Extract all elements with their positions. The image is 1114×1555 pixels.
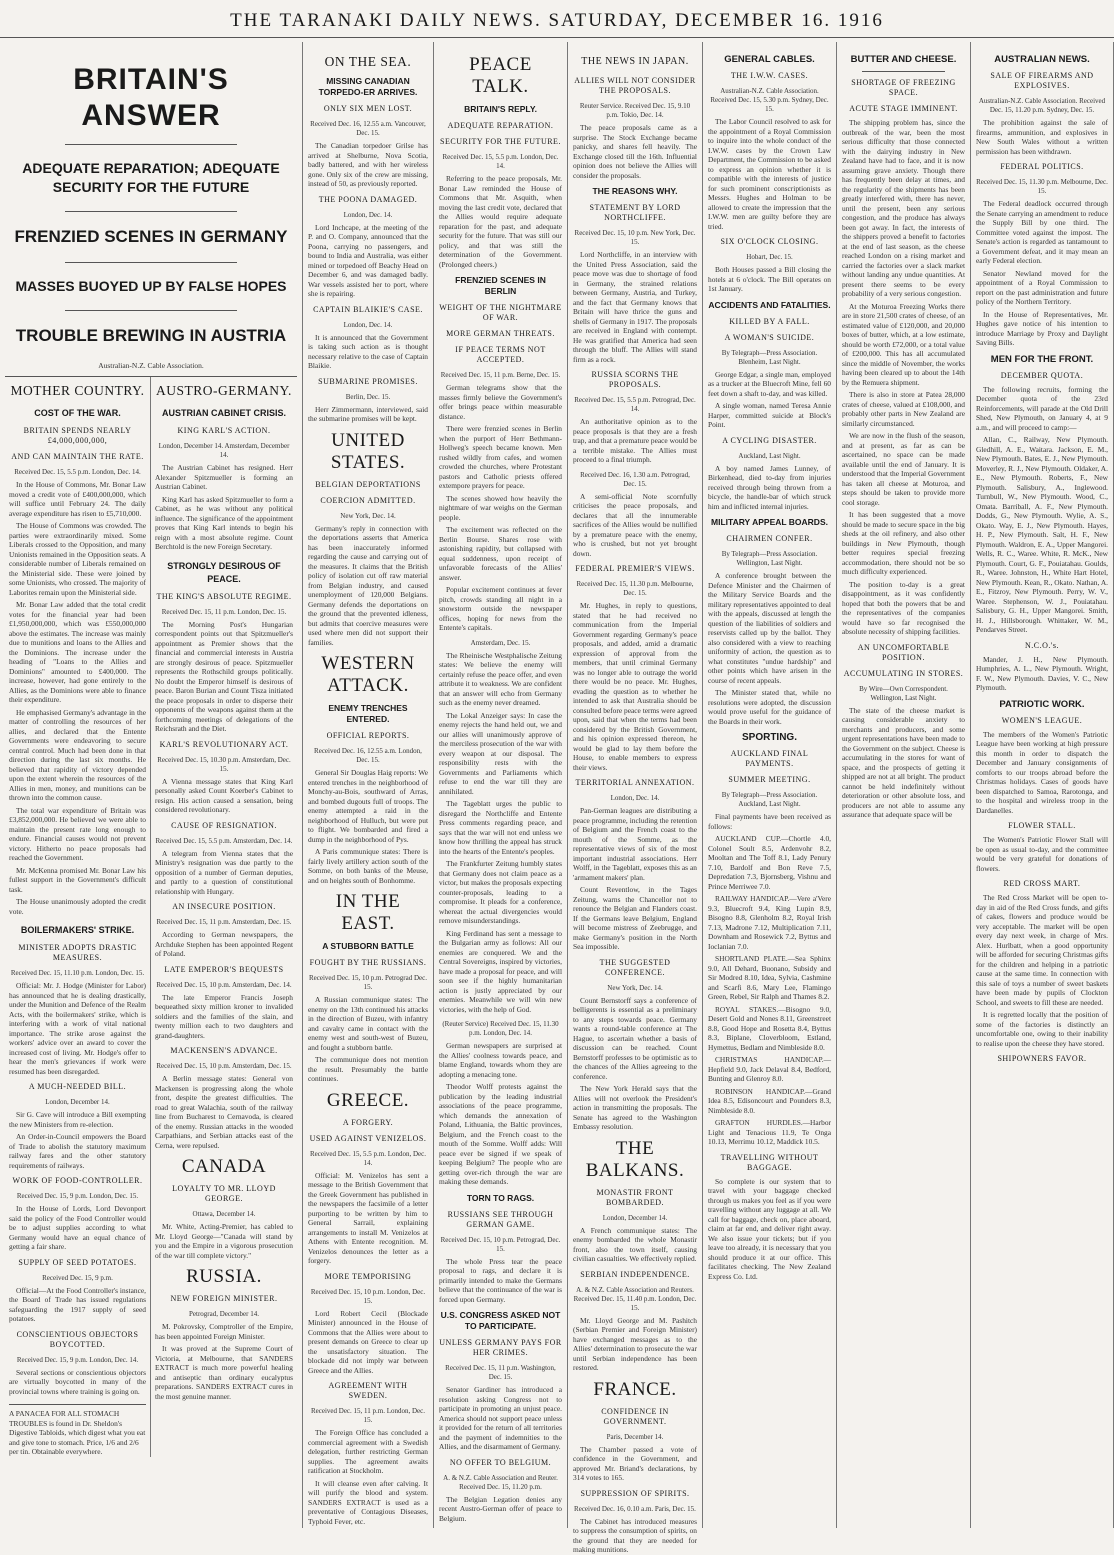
- lead-credit: Australian-N.Z. Cable Association.: [98, 361, 204, 370]
- article-subheading: N.C.O.'s.: [1025, 640, 1059, 650]
- recruit-list: Allan, C., Railway, New Plymouth. Gledhill, A. E., Waitara. Jackson, E. M., New Plymouth. Bates, E. J., New Plymouth. Moverley, R. J., New Plymouth. Oldaker, A. E., New Plymouth. Roberts, F., New Plymouth. Salisbury, A., Inglewood. Turnbull, W., New Plymouth. Wood, C., Omata. Barriball, A. F., New Plymouth. Dodds, G., New Plymouth. Wylie, A. S., Okato. Way, E. J., New Plymouth. Hayes, H. P., New Plymouth. Salt, H. F., New Plymouth. Waldron, E. A., Upper Mangorei. Wells, R. C., Waree. White, R. McK., New Plymouth. Court, G. F., Pouiatahau. Goulds, R., Waree. Johnston, H., White Hart Hotel, New Plymouth. Kean, R., Okato. Nathan, A. E., Fitzroy, New Plymouth. Perry, W. V., Waree. Stephenson, W. J., Pouiatahau. Salisbury, G. H., Upper Mangorei. Smith, H. J., Hillsborough. Whittaker, W. M., Pendarves Street.: [976, 435, 1108, 634]
- dateline: Received Dec. 15, 11 p.m. London, Dec. 15.: [161, 607, 287, 616]
- article-heading: ACCIDENTS AND FATALITIES.: [708, 299, 831, 310]
- article-subheading: CHAIRMEN CONFER.: [726, 534, 813, 543]
- article-paragraph: Count Bernstorff says a conference of belligerents is essential as a preliminary to any steps towards peace. Germany wants a round-table conference at The Hague, to ascertain whether a basis of discussion can be reached. Count Bernstorff professes to be optimistic as to the chances of the Allies agreeing to the conference.: [573, 995, 697, 1081]
- article-subheading: IF PEACE TERMS NOT ACCEPTED.: [455, 345, 546, 364]
- dateline: London, Dec. 14.: [343, 320, 393, 329]
- article-paragraph: GRAFTON HURDLES.—Harbor Light and Tenacious 11.9, Te Onga 10.13, Merrimu 10.12, Maddick 10.5.: [708, 1118, 831, 1146]
- article-subheading: WEIGHT OF THE NIGHTMARE OF WAR.: [439, 303, 562, 322]
- article-paragraph: Herr Zimmermann, interviewed, said the submarine promises will be kept.: [308, 404, 428, 423]
- column-on-the-sea: [303, 42, 434, 1528]
- article-heading: FRENZIED SCENES IN BERLIN: [455, 275, 546, 296]
- article-subheading: A CYCLING DISASTER.: [722, 435, 817, 445]
- dateline: Received Dec. 15, 11 p.m. Berne, Dec. 15.: [440, 371, 561, 379]
- divider: [65, 211, 237, 212]
- section-heading: THE NEWS IN JAPAN.: [581, 56, 689, 67]
- article-paragraph: In the House of Commons, Mr. Bonar Law moved a credit vote of £400,000,000, which will suffice until February 24. The daily average expenditure has risen to £5,710,000.: [9, 480, 146, 518]
- article-subheading: ACCUMULATING IN STORES.: [843, 668, 964, 678]
- dateline: By Telegraph—Press Association. Wellington, Last Night.: [721, 550, 818, 567]
- article-subheading: A FORGERY.: [342, 1117, 394, 1127]
- dateline: Received Dec. 15, 10.30 p.m. Amsterdam, Dec. 15.: [157, 755, 291, 773]
- article-paragraph: Mr. Hughes, in reply to questions, stated that he had received no communication from the Imperial Government regarding Germany's peace proposals, and added, amid a dramatic expression of approval from the members, that until criminal Germany was no longer able to outrage the world there would be no peace. Mr. Hughes, evading the question as to whether he intended to ask that Australia should be consulted before peace terms were agreed upon, said that when the terms had been considered by the British Government, and his opinion expressed thereon, he would be glad to lay them before the House, to enable members to express their views.: [573, 601, 697, 772]
- article-paragraph: Theodor Wolff protests against the publication by the leading industrial associations of the peace programme, which demands the annexation of Poland, Lithuania, the Baltic provinces, Belgium, and the French coast to the mouth of the Somme. Wolff adds: Will peace ever be signed if we speak of keeping Belgium? The people who are getting over-rich through the war are making these demands.: [439, 1082, 562, 1186]
- article-paragraph: Senator Newland moved for the appointment of a Royal Commission to report on the past administration and future policy of the Northern Territory.: [976, 268, 1108, 306]
- article-subheading: MONASTIR FRONT BOMBARDED.: [596, 1187, 674, 1207]
- article-paragraph: The Minister stated that, while no resolutions were adopted, the discussion would prove useful for the guidance of the Boards in their work.: [708, 688, 831, 726]
- dateline: Received Dec. 15, 10 p.m. London, Dec. 15.: [310, 1287, 426, 1305]
- article-subheading: CONSCIENTIOUS OBJECTORS BOYCOTTED.: [16, 1329, 139, 1349]
- article-paragraph: The Lokal Anzeiger says: In case the enemy rejects the hand held out, we and our allies will unanimously approve of the merciless prosecution of the war with every weapon at our disposal. The responsibility rests with the Governments and Parliaments which refuse to end the war till they are annihilated.: [439, 710, 562, 796]
- section-heading: AUSTRALIAN NEWS.: [994, 54, 1090, 65]
- article-paragraph: It has been suggested that a move should be made to secure space in the big sheds at the oil refinery, and also other buildings in New Plymouth, though better requires special freezing accommodation, there should not be so much difficulty experienced.: [842, 510, 965, 576]
- column-general-cables: [703, 42, 837, 1528]
- article-subheading: LOYALTY TO MR. LLOYD GEORGE.: [172, 1184, 276, 1203]
- dateline: Received Dec. 15, 11 p.m. Amsterdam, Dec. 15.: [156, 918, 292, 926]
- article-subheading: NO OFFER TO BELGIUM.: [449, 1457, 552, 1467]
- article-subheading: USED AGAINST VENIZELOS.: [309, 1133, 427, 1143]
- subcolumn-austro-germany: [151, 377, 297, 1457]
- article-heading: U.S. CONGRESS ASKED NOT TO PARTICIPATE.: [440, 1310, 561, 1331]
- article-subheading: FEDERAL PREMIER'S VIEWS.: [575, 564, 695, 573]
- article-subheading: SECURITY FOR THE FUTURE.: [440, 137, 561, 146]
- article-subheading: AUCKLAND FINAL PAYMENTS.: [730, 749, 809, 768]
- article-paragraph: AUCKLAND CUP.—Chortle 4.0, Colonel Soult 8.5, Ardenvohr 8.2, Mooltan and The Toff 8.1, Lady Penury 7.10, Bardolf and Bon Reve 7.5, Depredation 7.3, Bjornsberg, Vishnu and Prince Merriwee 7.0.: [708, 834, 831, 891]
- article-heading: ENEMY TRENCHES ENTERED.: [328, 703, 408, 724]
- article-paragraph: The Austrian Cabinet has resigned. Herr Alexander Spitzmueller is forming an Austrian Cabinet.: [155, 463, 293, 491]
- article-paragraph: The peace proposals came as a surprise. The Stock Exchange became panicky, and shares fell heavily. The Exchange closed till the 16th. Influential opinion does not believe the Allies will consider the proposals.: [573, 123, 697, 180]
- lead-deck-4: TROUBLE BREWING IN AUSTRIA: [15, 326, 287, 345]
- article-subheading: MORE TEMPORISING: [324, 1271, 412, 1281]
- article-subheading: WOMEN'S LEAGUE.: [1001, 715, 1083, 725]
- article-subheading: OFFICIAL REPORTS.: [326, 731, 410, 740]
- article-paragraph: Mr. White, Acting-Premier, has cabled to Mr. Lloyd George—"Canada will stand by you and the Empire in a vigorous prosecution of the war till complete victory.": [155, 1222, 293, 1260]
- article-paragraph: Count Reventlow, in the Tages Zeitung, warns the Chancellor not to renounce the Belgian and Flanders coast. If the Germans leave Belgium, England will become mistress of Zeebrugge, and make Germany's position in the North Sea impossible.: [573, 885, 697, 951]
- article-subheading: KARL'S REVOLUTIONARY ACT.: [159, 739, 289, 749]
- article-paragraph: Lord Inchcape, at the meeting of the P. and O. Company, announced that the Poona, carrying no passengers, and bound to India and Australia, was either mined or torpedoed off Beachy Head on December 6, and was damaged badly. War vessels assisted her to port, where she is repairing.: [308, 222, 428, 298]
- article-paragraph: A Vienna message states that King Karl personally asked Count Koerber's Cabinet to resign. His action caused a sensation, being considered revolutionary.: [155, 776, 293, 814]
- article-paragraph: A semi-official Note scornfully criticises the peace proposals, and declares that all the innumerable sacrifices of the Allies would be nullified by a premature peace with the enemy, who is crushed, but not yet brought down.: [573, 491, 697, 558]
- article-subheading: FOUGHT BY THE RUSSIANS.: [309, 958, 427, 967]
- article-subheading: SUPPRESSION OF SPIRITS.: [580, 1488, 690, 1498]
- article-paragraph: In the House of Lords, Lord Devonport said the policy of the Food Controller would be to adjust supplies according to what Germany would have an equal chance of getting a fair share.: [9, 1204, 146, 1251]
- dateline: Received Dec. 16, 0.10 a.m. Paris, Dec. 15.: [574, 1504, 696, 1513]
- article-paragraph: An Order-in-Council empowers the Board of Trade to abolish the statutory maximum railway fares and the other statutory requirements of railways.: [9, 1132, 146, 1170]
- article-paragraph: RAILWAY HANDICAP.—Vere a'Vere 9.3, Bluecroft 9.4, King Lupin 8.9, Bisogno 8.8, Glenholm 8.2, Royal Irish 7.13, Madrone 7.12, Multiplication 7.11, Downham and Rosewick 7.2, Byttus and Ioclanian 7.0.: [708, 894, 831, 951]
- section-heading: AUSTRO-GERMANY.: [156, 383, 292, 398]
- article-heading: TORN TO RAGS.: [466, 1192, 535, 1203]
- article-subheading: A WOMAN'S SUICIDE.: [724, 332, 815, 342]
- article-paragraph: A Paris communique states: There is fairly lively artillery action south of the Somme, on both banks of the Meuse, and on heights south of Bonhomme.: [308, 847, 428, 885]
- article-subheading: RUSSIA SCORNS THE PROPOSALS.: [591, 370, 679, 389]
- article-paragraph: The state of the cheese market is causing considerable anxiety to merchants and producers, and some urgent representations have been made to the Government on the subject. Cheese is accumulating in the stores for want of space, and the prospects of getting it shipped are not at all bright. The product cannot be held indefinitely without deterioration or other absolute loss, and producers are not able to assume any assurance that adequate space will be: [842, 705, 965, 819]
- article-paragraph: Official: M. Venizelos has sent a message to the British Government that the Greek Government has published in the newspapers the facsimile of a letter purporting to be written by him to General Sarrail, explaining arrangements to install M. Venizelos at Athens with Entente recognition. M. Venizelos denounces the letter as a forgery.: [308, 1170, 428, 1265]
- dateline: By Telegraph—Press Association. Blenheim, Last Night.: [721, 348, 818, 366]
- article-paragraph: Pan-German leagues are distributing a peace programme, including the retention of Belgium and the French coast to the mouth of the Somme, as the representative views of six of the most important industrial associations. Herr Wolff, in the Tageblatt, exposes this as an 'armament makers' plan.: [573, 806, 697, 882]
- dateline: By Telegraph—Press Association. Auckland, Last Night.: [721, 791, 818, 808]
- article-subheading: CONFIDENCE IN GOVERNMENT.: [601, 1406, 669, 1426]
- dateline: Received Dec. 15, 9 p.m.: [42, 1273, 113, 1282]
- dateline: Petrograd, December 14.: [189, 1310, 259, 1318]
- dateline: Received Dec. 15, 11.30 p.m. Melbourne, Dec. 15.: [576, 580, 694, 597]
- article-subheading: CAUSE OF RESIGNATION.: [171, 820, 277, 830]
- article-subheading: FEDERAL POLITICS.: [1000, 162, 1084, 171]
- section-heading: CANADA: [181, 1156, 267, 1177]
- article-paragraph: It will cleanse even after calving. It will purify the blood and system. SANDERS EXTRACT is used as a preventative of Contagious Diseases, Typhoid Fever, etc.: [308, 1478, 428, 1526]
- article-paragraph: The scenes showed how heavily the nightmare of war weighs on the German people.: [439, 493, 562, 522]
- article-paragraph: Mr. Lloyd George and M. Pashitch (Serbian Premier and Foreign Minister) have exchanged messages as to the Allies' determination to prosecute the war until Serbian independence has been restored.: [573, 1315, 697, 1372]
- article-heading: SPORTING.: [741, 732, 797, 743]
- dateline: New York, Dec. 14.: [340, 511, 396, 520]
- column-news-in-japan: [568, 42, 703, 1554]
- article-paragraph: A telegram from Vienna states that the Ministry's resignation was due partly to the opposition of a number of German deputies, and partly to a question of constitutional relationship with Hungary.: [155, 848, 293, 896]
- article-paragraph: Popular excitement continues at fever pitch, crowds standing all night in a snowstorm outside the newspaper offices, hoping for news from the Entente's capitals.: [439, 585, 562, 632]
- article-paragraph: In the House of Representatives, Mr. Hughes gave notice of his intention to introduce Marriage by Proxy and Daylight Saving Bills.: [976, 309, 1108, 347]
- article-paragraph: The New York Herald says that the Allies will not overlook the President's action in transmitting the proposals. The Senate has agreed to the Washington Embassy resolution.: [573, 1084, 697, 1131]
- dateline: Received Dec. 15, 10 p.m. Amsterdam, Dec. 14.: [156, 980, 292, 989]
- section-heading: RUSSIA.: [186, 1266, 262, 1287]
- article-subheading: FLOWER STALL.: [1008, 821, 1076, 830]
- dateline: London, Dec. 14.: [343, 210, 393, 219]
- article-subheading: UNLESS GERMANY PAYS FOR HER CRIMES.: [439, 1338, 562, 1357]
- article-subheading: KILLED BY A FALL.: [729, 316, 810, 326]
- article-paragraph: Official—At the Food Controller's instance, the Board of Trade has issued regulations safeguarding the 1917 supply of seed potatoes.: [9, 1285, 146, 1323]
- article-subheading: DECEMBER QUOTA.: [1000, 370, 1084, 380]
- article-paragraph: Lord Robert Cecil (Blockade Minister) announced in the House of Commons that the Allies were about to present demands on Greece to clear up the unsatisfactory situation. The blockade did not imply war between Greece and the Allies.: [308, 1308, 428, 1375]
- dateline: Berlin, Dec. 15.: [345, 392, 391, 401]
- article-paragraph: George Edgar, a single man, employed as a trucker at the Bluecroft Mine, fell 60 feet down a shaft to-day, and was killed.: [708, 369, 831, 398]
- section-heading: MOTHER COUNTRY.: [10, 383, 145, 398]
- article-paragraph: The whole Press tear the peace proposal to rags, and declare it is primarily intended to make the Germans believe that the continuance of the war is forced upon Germany.: [439, 1256, 562, 1304]
- article-paragraph: The excitement was reflected on the Berlin Bourse. Shares rose with astonishing rapidity, but collapsed with equal suddenness, upon receipt of unfavorable forecasts of the Allies' answer.: [439, 525, 562, 582]
- article-subheading: THE POONA DAMAGED.: [318, 194, 418, 204]
- article-paragraph: The communique does not mention the result. Presumably the battle continues.: [308, 1055, 428, 1083]
- dateline: Received Dec. 15, 10 p.m. Petrograd, Dec. 15.: [440, 1235, 561, 1253]
- article-paragraph: General Sir Douglas Haig reports: We entered trenches in the neighborhood of Monchy-au-Bois, southward of Arras, and bombed dugouts full of troops. The enemy attempted a raid in the neighborhood of Hulluch, but were put to flight. We bombarded and fired a dump in the neighborhood of Pys.: [308, 768, 428, 844]
- article-paragraph: At the Moturoa Freezing Works there are in store 21,500 crates of cheese, of an estimated value of £120,000, and 20,000 boxes of butter, which, at a low estimate, should be worth £72,000, or a total value of £200,000. This has all accumulated since the middle of November, the works having been cleared up to about the 14th by the Remuera shipment.: [842, 301, 965, 387]
- article-paragraph: It is announced that the Government is taking such action as is thought necessary relative to the case of Captain Blaikie.: [308, 332, 428, 370]
- article-paragraph: CHRISTMAS HANDICAP.—Hepfield 9.0, Jack Delaval 8.4, Bedford, Bunting and Glenroy 8.0.: [708, 1055, 831, 1083]
- article-paragraph: It was proved at the Supreme Court of Victoria, at Melbourne, that SANDERS EXTRACT is much more powerful healing and antiseptic than ordinary eucalyptus preparations. SANDERS EXTRACT cures in the most genuine manner.: [155, 1344, 293, 1401]
- article-paragraph: The Foreign Office has concluded a commercial agreement with a Swedish delegation, further restricting German supplies. The agreement awaits ratification at Stockholm.: [308, 1428, 428, 1475]
- lead-headline: BRITAIN'S ANSWER: [73, 63, 229, 132]
- lead-subcolumns: [5, 376, 297, 1457]
- article-subheading: STATEMENT BY LORD NORTHCLIFFE.: [589, 203, 681, 222]
- article-paragraph: The Cabinet has introduced measures to suppress the consumption of spirits, on the ground that they are needed for making munitions.: [573, 1516, 697, 1554]
- article-heading: STRONGLY DESIROUS OF PEACE.: [167, 560, 281, 584]
- dateline: Australian-N.Z. Cable Association. Received Dec. 15, 5.30 p.m. Sydney, Dec. 15.: [710, 87, 829, 113]
- article-paragraph: So complete is our system that to travel with your baggage checked through us makes you feel as if you were travelling without any luggage at all. We call for baggage, check on, place aboard, claim at far end, and deliver right away. We also issue your tickets; but if you leave too already, it is necessary that you should produce it at our office. This facilitates checking. The New Zealand Express Co. Ltd.: [708, 1176, 831, 1281]
- dateline: Received Dec. 15, 5.5 p.m. London, Dec. 14.: [309, 1149, 427, 1167]
- article-subheading: THE SUGGESTED CONFERENCE.: [599, 957, 671, 977]
- dateline: Received Dec. 15, 5.5 p.m. London, Dec. 14.: [442, 153, 559, 170]
- article-subheading: MINISTER ADOPTS DRASTIC MEASURES.: [18, 943, 137, 962]
- lead-deck-1: ADEQUATE REPARATION; ADEQUATE SECURITY FOR THE FUTURE: [22, 160, 280, 195]
- section-heading: PEACE TALK.: [469, 54, 532, 97]
- section-heading: UNITED STATES.: [330, 429, 406, 473]
- article-paragraph: The Federal deadlock occurred through the Senate carrying an amendment to reduce the Supply Bill by one third. The Committee voted against the impost. The Senate's action is regarded as tantamount to a Government defeat, and it may mean an early Federal election.: [976, 199, 1108, 265]
- article-subheading: THE KING'S ABSOLUTE REGIME.: [156, 591, 292, 601]
- article-paragraph: SHORTLAND PLATE.—Sea Sphinx 9.0, All Dehard, Buonano, Subsidy and Sir Modred 8.10, Idea, Sylvia, Cashmine and Scarfi 8.6, Mary Lee, Flamingo Green, Rebel, Sir Ralph and Thames 8.2.: [708, 954, 831, 1001]
- article-paragraph: It is regretted locally that the position of some of the factories is distinctly an uncomfortable one, owing to their inability to realise upon the cheese they have stored.: [976, 1010, 1108, 1048]
- article-heading: AUSTRIAN CABINET CRISIS.: [161, 408, 286, 418]
- article-subheading: AGREEMENT WITH SWEDEN.: [328, 1381, 408, 1400]
- article-paragraph: A French communique states: The enemy bombarded the whole Monastir front, also the town itself, causing civilian casualties. We effectively replied.: [573, 1225, 697, 1263]
- article-paragraph: Official: Mr. J. Hodge (Minister for Labor) has announced that he is dealing drastically, under the Munition and Defence of the Realm Acts, with the boilermakers' strike, which is interfering with a work of vital national importance. The strike arose against the workers' advice over an award to cover the increased cost of living. Mr. Hodge's offer to hear the men's grievances if work were resumed has been disregarded.: [9, 981, 146, 1076]
- article-paragraph: The Labor Council resolved to ask for the appointment of a Royal Commission to inquire into the whole conduct of the I.W.W. cases by the Crown Law Department, the Commission to be asked to express an opinion whether it is compatible with the interests of justice for such prominent conscriptionists as Messrs. Hughes and Holman to be allowed to create the impression that the I.W.W. men are guilty before they are tried.: [708, 117, 831, 231]
- dateline: Received Dec. 16, 1.30 a.m. Petrograd, Dec. 15.: [580, 470, 690, 488]
- article-paragraph: Mr. Bonar Law added that the total credit votes for the financial year had been £1,950,000,000, which was £550,000,000 above the estimates. The increase was mainly due to munitions and loans to the Allies and the Dominions. The increase under the heading of "Loans to the Allies and Dominions" amounted to £400,000. The increase, however, had gone entirely to the Allies, as the Dominions were able to finance their expenditure.: [9, 600, 146, 704]
- article-paragraph: The Frankfurter Zeitung humbly states that Germany does not claim peace as a victor, but makes the proposals expecting counter-proposals, leading to a compromise. It pleads for a conference, whereat the actual divergencies would remove misunderstandings.: [439, 859, 562, 925]
- dateline: Received Dec. 15, 11 p.m. Washington, Dec. 15.: [445, 1364, 556, 1381]
- dateline: Hobart, Dec. 15.: [746, 253, 793, 261]
- divider: [862, 71, 945, 72]
- dateline: Received Dec. 15, 11 p.m. London, Dec. 15.: [310, 1407, 426, 1424]
- article-paragraph: We are now in the flush of the season, and at present, as far as can be ascertained, no space can be made available until the end of January. It is understood that the Imperial Government has taken all cheese at Moturoa, and steps should be taken to provide more cool storage.: [842, 431, 965, 507]
- article-paragraph: The Rheinische Westphalische Zeitung states: We believe the enemy will certainly refuse the peace offer, and even attribute it to weakness. We are confident that an answer will echo from Germany such as the enemy never dreamed.: [439, 650, 562, 707]
- article-subheading: SUPPLY OF SEED POTATOES.: [18, 1257, 137, 1267]
- article-paragraph: ROBINSON HANDICAP.—Grand Idea 8.5, Edisoncourt and Pounders 8.3, Nimbleside 8.0.: [708, 1086, 831, 1115]
- article-paragraph: An authoritative opinion as to the peace proposals is that they are a fresh trap, and that a premature peace would be a terrible mistake. The Allies must proceed to a final triumph.: [573, 417, 697, 464]
- article-paragraph: A Berlin message states: General von Mackensen is progressing along the whole front, despite the greatest difficulties. The road to great Walachia, south of the railway line from Bucharest to Cernavoda, is cleared of the enemy. Russian attacks in the wooded Carpathians, and Serbian attacks east of the Cerna, were repulsed.: [155, 1074, 293, 1150]
- article-subheading: LATE EMPEROR'S BEQUESTS: [164, 964, 284, 974]
- dateline: London, December 14.: [602, 1213, 668, 1222]
- dateline: A. & N.Z. Cable Association and Reuters. Received Dec. 15, 11.40 p.m. London, Dec. 15.: [573, 1285, 697, 1312]
- dateline: Received Dec. 15, 5.5 p.m. London, Dec. 14.: [14, 468, 141, 476]
- section-heading: GREECE.: [326, 1089, 410, 1111]
- article-paragraph: He emphasised Germany's advantage in the matter of controlling the resources of her allies, and declared that the Entente Governments were endeavoring to secure central control. Much had been done in that direction during the last six months. He believed that rapidity of victory depended upon the extent wherein the resources of the Allies in men, money, and munitions can be thrown into the common cause.: [9, 707, 146, 802]
- article-paragraph: The following recruits, forming the December quota of the 23rd Reinforcements, will parade at the Old Drill Shed, New Plymouth, on January 4, at 9 a.m., and will proceed to camp:—: [976, 384, 1108, 432]
- article-subheading: NEW FOREIGN MINISTER.: [170, 1294, 278, 1303]
- dateline: New York, Dec. 14.: [607, 983, 663, 992]
- dateline: London, December 14.: [45, 1098, 110, 1106]
- dateline: Received Dec. 15, 11.10 p.m. London, Dec. 15.: [10, 969, 145, 977]
- article-paragraph: Senator Gardiner has introduced a resolution asking Congress not to participate in promoting an unjust peace. America should not support peace unless it provided for the return of all territories and the payment of indemnities to the Allies, and the disarmament of Germany.: [439, 1385, 562, 1451]
- article-subheading: SIX O'CLOCK CLOSING.: [720, 237, 819, 246]
- dateline: Reuter Service. Received Dec. 15, 9.10 p.m. Tokio, Dec. 14.: [579, 102, 691, 119]
- section-heading: THE BALKANS.: [585, 1137, 685, 1181]
- section-heading: BUTTER AND CHEESE.: [850, 54, 957, 65]
- section-heading: ON THE SEA.: [324, 54, 412, 69]
- column-peace-talk: [434, 42, 568, 1528]
- article-subheading: RED CROSS MART.: [1003, 879, 1081, 888]
- section-heading: GENERAL CABLES.: [724, 54, 815, 65]
- article-heading: PATRIOTIC WORK.: [999, 698, 1085, 710]
- article-paragraph: The Women's Patriotic Flower Stall will be open as usual to-day, and the committee would be very grateful for donations of flowers.: [976, 835, 1108, 873]
- dateline: Received Dec. 15, 11.30 p.m. Melbourne, Dec. 15.: [976, 178, 1108, 195]
- article-subheading: SUBMARINE PROMISES.: [318, 376, 418, 386]
- dateline: Received Dec. 15, 9 p.m. London, Dec. 15.: [16, 1192, 139, 1200]
- article-subheading: SHORTAGE OF FREEZING SPACE.: [851, 78, 956, 97]
- article-paragraph: A single woman, named Teresa Annie Harper, committed suicide at Block's Point.: [708, 401, 831, 429]
- article-paragraph: The total war expenditure of Britain was £3,852,000,000. He believed we were able to maintain the present rate long enough to endure. Financial causes would not prevent victory. Hitherto no peace proposals had reached the Government.: [9, 805, 146, 862]
- article-paragraph: Germany's reply in connection with the deportations asserts that America has been inaccurately informed regarding the cause and carrying out of the measures. It claims that the British policy of isolation cut off raw material from Belgian industry, and caused unemployment of 120,000 Belgians. Germany defends the deportations on the ground that the prevented idleness, but admits that coercive measures were used where men did not support their families.: [308, 523, 428, 647]
- dateline: London, Dec. 14.: [610, 794, 660, 802]
- article-subheading: SHIPOWNERS FAVOR.: [997, 1054, 1087, 1063]
- article-paragraph: According to German newspapers, the Archduke Stephen has been appointed Regent of Poland.: [155, 930, 293, 958]
- article-subheading: ADEQUATE REPARATION.: [447, 121, 554, 130]
- dateline: Received Dec. 15, 10 p.m. Amsterdam, Dec. 15.: [156, 1062, 292, 1070]
- article-paragraph: Final payments have been received as follows:: [708, 812, 831, 831]
- dateline: Received Dec. 15, 5.5 p.m. Petrograd, Dec. 14.: [574, 396, 696, 413]
- section-heading: WESTERN ATTACK.: [321, 653, 415, 696]
- article-paragraph: The position to-day is a great disappointment, as it was confidently hoped that both the powers that be and the representatives of the companies would have so far recognised the absolute necessity of shipping facilities.: [842, 579, 965, 636]
- dateline: Amsterdam, Dec. 15.: [470, 638, 531, 647]
- article-paragraph: The Tageblatt urges the public to disregard the Northcliffe and Entente Press comments regarding peace, and says that the war will not end unless we know how thrilling the appeal has struck into the hearts of the Entente's peoples.: [439, 799, 562, 856]
- article-paragraph: The late Emperor Francis Joseph bequeathed sixty million kroner to invalided soldiers and the families of the slain, and twenty million each to two daughters and grand-daughters.: [155, 992, 293, 1040]
- divider: [65, 310, 237, 311]
- article-paragraph: The members of the Women's Patriotic League have been working at high pressure this month in order to dispatch the December and January consignments of comforts to our troops abroad before the Christmas holidays. Cases of goods have been dispatched to Samoa, Rarotonga, and to the hospital and wireless troop in the Dardanelles.: [976, 729, 1108, 815]
- dateline: Ottawa, December 14.: [192, 1210, 256, 1218]
- article-paragraph: The shipping problem has, since the outbreak of the war, been the most serious difficulty that those connected with the dairying industry in New Zealand have had to face, and it is now assuming grave anxiety. Though there has frequently been delay at times, and the regularity of the shipments has been greatly interfered with, there has never, until the present, been any serious congestion, and the produce has always been got away. In fact, the interests of the shippers proved a benefit to factories at the end of last season, as the cheese reached London on a rising market and carried the factories over a slack market without landing any undue quantities. At present there seems to be every probability of a very serious congestion.: [842, 118, 965, 298]
- dateline: Received Dec. 15, 10 p.m. Petrograd Dec. 15.: [309, 974, 427, 991]
- article-paragraph: ROYAL STAKES.—Bisogno 9.0, Desert Gold and Nones 8.11, Greenstreet 8.8, Good Hope and Rosetta 8.4, Byttus 8.3, Biplane, Cloverbloom, Estland, Hymettus, Bedlam and Nimbleside 8.0.: [708, 1004, 831, 1052]
- masthead-title: THE TARANAKI DAILY NEWS. SATURDAY, DECEMBER 16. 1916: [230, 10, 884, 31]
- article-paragraph: Several sections or conscientious objectors are virtually boycotted in many of the provincial towns where training is going on.: [9, 1367, 146, 1396]
- dateline: By Wire—Own Correspondent. Wellington, Last Night.: [859, 684, 948, 702]
- article-paragraph: There is also in store at Patea 28,000 crates of cheese, valued at £108,000, and probably other parts in New Zealand are similarly circumstanced.: [842, 390, 965, 428]
- article-subheading: TERRITORIAL ANNEXATION.: [575, 778, 695, 787]
- article-paragraph: A Russian communique states: The enemy on the 13th continued his attacks in the direction of Buzeu, with infantry and cavalry came in contact with the enemy west and south-west of Buzeu, and fought a stubborn battle.: [308, 995, 428, 1052]
- dateline: A. & N.Z. Cable Association and Reuter. Received Dec. 15, 11.20 p.m.: [443, 1473, 558, 1491]
- article-subheading: ONLY SIX MEN LOST.: [323, 104, 413, 113]
- article-paragraph: King Karl has asked Spitzmueller to form a Cabinet, as he was without any political influence. The significance of the appointment proves that King Karl intends to begin his reign with a most absolute regime. Count Berchtold is the new Foreign Secretary.: [155, 494, 293, 551]
- masthead: [0, 0, 1114, 38]
- article-subheading: SUMMER MEETING.: [728, 775, 811, 784]
- divider: [65, 262, 237, 263]
- column-butter-and-cheese: [837, 42, 971, 1528]
- article-paragraph: There were frenzied scenes in Berlin when the purport of Herr Bethmann-Hollweg's speech became known. Men rushed wildly from cafes, and women crowded the churches, where Protestant pastors and Catholic priests offered extempore prayers for peace.: [439, 424, 562, 490]
- article-heading: BOILERMAKERS' STRIKE.: [20, 925, 135, 935]
- article-paragraph: The Belgian Legation denies any recent Austro-German offer of peace to Belgium.: [439, 1494, 562, 1523]
- dateline: Paris, December 14.: [606, 1432, 664, 1441]
- dateline: Received Dec. 15, 5.5 p.m. Amsterdam, Dec. 14.: [155, 836, 293, 845]
- subcolumn-mother-country: [5, 377, 151, 1457]
- section-heading: FRANCE.: [593, 1378, 677, 1400]
- article-subheading: ALLIES WILL NOT CONSIDER THE PROPOSALS.: [574, 76, 696, 95]
- article-paragraph: The Morning Post's Hungarian correspondent points out that Spitzmueller's appointment as Premier shows that the financial and commercial interests in Austria are strongly desirous of peace. Spitzmueller represents the Rothschild groups politically. No doubt the Emperor himself is desirous of peace. Baron Burian and Count Tisza initiated the peace proposals in order to disperse their opponents of the weapons against them at the forthcoming meetings of delegations of the Reichsrath and the Diet.: [155, 619, 293, 733]
- article-paragraph: The Red Cross Market will be open to-day in aid of the Red Cross funds, and gifts of cakes, flowers and produce would be very acceptable. The market will be open every day next week, in charge of Mrs. Alex. Hurlbatt, when a good opportunity will be afforded for securing Christmas gifts for the children and helping in a patriotic cause at the same time. In connection with this sale of toys a number of sweet baskets have been made by pupils of Clockton School, and sweets to fill these are needed.: [976, 893, 1108, 1007]
- article-subheading: ACUTE STAGE IMMINENT.: [849, 104, 958, 113]
- article-paragraph: A conference brought between the Defence Minister and the Chairmen of the Military Service Boards and the military representatives appointed to deal with the appeals, discussed at length the question of the liabilities of soldiers and reservists called up by the ballot. They also considered with a view to reaching uniformity of action, the question as to what constitutes "undue hardship" and other points which have arisen in the course of recent appeals.: [708, 571, 831, 685]
- article-subheading: WORK OF FOOD-CONTROLLER.: [12, 1176, 143, 1185]
- article-subheading: BRITAIN SPENDS NEARLY £4,000,000,000,: [23, 426, 132, 445]
- divider: [65, 144, 237, 145]
- article-subheading: A MUCH-NEEDED BILL.: [28, 1082, 127, 1091]
- article-subheading: SALE OF FIREARMS AND EXPLOSIVES.: [990, 71, 1094, 90]
- section-heading: IN THE EAST.: [335, 891, 401, 934]
- article-heading: MEN FOR THE FRONT.: [990, 353, 1094, 365]
- article-paragraph: King Ferdinand has sent a message to the Bulgarian army as follows: All our enemies are conquered. We and the Central Sovereigns, inspired by victories, have made a proposal for peace, and will soon see if the highly humanitarian action is justly appreciated by our enemies. Meanwhile we will win new victories, with the help of God.: [439, 928, 562, 1014]
- article-paragraph: German telegrams show that the masses firmly believe the Government's offer brings peace within measurable distance.: [439, 383, 562, 421]
- article-paragraph: A boy named James Lunney, of Birkenhead, died to-day from injuries received through being thrown from a bicycle, the handle-bar of which struck him and inflicted internal injuries.: [708, 463, 831, 511]
- article-subheading: TRAVELLING WITHOUT BAGGAGE.: [720, 1152, 819, 1172]
- article-heading: COST OF THE WAR.: [34, 408, 121, 418]
- article-subheading: BELGIAN DEPORTATIONS: [315, 479, 421, 489]
- dateline: Auckland, Last Night.: [738, 451, 801, 460]
- article-paragraph: Lord Northcliffe, in an interview with the United Press Association, said the peace move was due to shortage of food in Germany, the strained relations between Germany, Austria, and Turkey, and the fact that Germany knows that Britain will have thrice the guns and shells of Germany in 1917. The proposals are received in England with contempt. He was gratified that America had seen through the bluff. The Allies will stand firm as a rock.: [573, 250, 697, 364]
- article-paragraph: Referring to the peace proposals, Mr. Bonar Law reminded the House of Commons that Mr. Asquith, when moving the last credit vote, declared that the Allies would require adequate reparation for the past, and adequate security for the future. That was still our policy, and that was still the determination of the Government. (Prolonged cheers.): [439, 174, 562, 269]
- dateline: London, December 14. Amsterdam, December 14.: [158, 442, 290, 459]
- column-lead-story: [0, 42, 303, 1528]
- article-subheading: AND CAN MAINTAIN THE RATE.: [11, 452, 144, 461]
- article-paragraph: Mr. McKenna promised Mr. Bonar Law his fullest support in the Government's difficult task.: [9, 865, 146, 894]
- article-heading: MISSING CANADIAN TORPEDO-ER ARRIVES.: [318, 76, 418, 97]
- article-subheading: AN UNCOMFORTABLE POSITION.: [857, 642, 950, 662]
- article-paragraph: Sir G. Cave will introduce a Bill exempting the new Ministers from re-election.: [9, 1110, 146, 1129]
- article-subheading: AN INSECURE POSITION.: [172, 902, 276, 911]
- article-paragraph: M. Pokrovsky, Comptroller of the Empire, has been appointed Foreign Minister.: [155, 1322, 293, 1341]
- article-heading: MILITARY APPEAL BOARDS.: [711, 517, 828, 527]
- advertisement: A PANACEA FOR ALL STOMACH TROUBLES is found in Dr. Sheldon's Digestive Tabloids, which digest what you eat and give tone to stomach. Price, 1/6 and 2/6 per tin. Obtainable everywhere.: [9, 1404, 146, 1457]
- article-paragraph: The House of Commons was crowded. The parties were extraordinarily mixed. Some Liberals crossed to the Opposition, and many Unionists remained in the Opposition seats. A considerable number of Liberals remained on the Ministerial side. These were joined by some Unionists, who crossed. The majority of Laborites remain upon the Ministerial side.: [9, 521, 146, 597]
- recruit-list: Mander, J. H., New Plymouth. Humphries, A. L., New Plymouth. Wright, F. W., New Plymouth. Davies, V. C., New Plymouth.: [976, 654, 1108, 692]
- article-paragraph: The House unanimously adopted the credit vote.: [9, 897, 146, 916]
- article-heading: THE REASONS WHY.: [592, 186, 678, 196]
- dateline: Received Dec. 15, 9 p.m. London, Dec. 14.: [16, 1355, 139, 1364]
- article-paragraph: The prohibition against the sale of firearms, ammunition, and explosives in New South Wales without a written permission has been withdrawn.: [976, 118, 1108, 156]
- dateline: (Reuter Service) Received Dec. 15, 11.30 p.m. London, Dec. 14.: [442, 1020, 559, 1037]
- article-heading: A STUBBORN BATTLE: [322, 941, 414, 951]
- article-paragraph: German newspapers are surprised at the Allies' coolness towards peace, and blame England, towards whom they are adopting a menacing tone.: [439, 1041, 562, 1079]
- article-subheading: THE I.W.W. CASES.: [730, 71, 809, 80]
- lead-deck-2: FRENZIED SCENES IN GERMANY: [14, 227, 288, 246]
- article-paragraph: The Chamber passed a vote of confidence in the Government, and approved Mr. Briand's declarations, by 314 votes to 165.: [573, 1444, 697, 1482]
- article-subheading: KING KARL'S ACTION.: [177, 426, 271, 435]
- article-subheading: MORE GERMAN THREATS.: [446, 329, 555, 338]
- column-australian-news: [971, 42, 1114, 1528]
- dateline: Received Dec. 15, 10 p.m. New York, Dec. 15.: [574, 229, 696, 246]
- lead-deck-3: MASSES BUOYED UP BY FALSE HOPES: [15, 278, 287, 294]
- article-heading: BRITAIN'S REPLY.: [464, 104, 537, 114]
- article-subheading: RUSSIANS SEE THROUGH GERMAN GAME.: [447, 1209, 554, 1229]
- dateline: Received Dec. 16, 12.55 a.m. Vancouver, Dec. 15.: [310, 120, 426, 137]
- article-subheading: SERBIAN INDEPENDENCE.: [580, 1269, 690, 1279]
- dateline: Received Dec. 16, 12.55 a.m. London, Dec. 15.: [314, 747, 422, 764]
- article-paragraph: The Canadian torpedoer Grilse has arrived at Shelburne, Nova Scotia, badly battered, and with her wireless gone. Only six of the crew are missing, instead of 50, as previously reported.: [308, 141, 428, 188]
- article-subheading: CAPTAIN BLAIKIE'S CASE.: [313, 304, 423, 314]
- article-paragraph: Both Houses passed a Bill closing the hotels at 6 o'clock. The Bill operates on 1st January.: [708, 265, 831, 293]
- dateline: Australian-N.Z. Cable Association. Received Dec. 15, 11.20 p.m. Sydney, Dec. 15.: [978, 97, 1106, 114]
- article-subheading: COERCION ADMITTED.: [320, 495, 416, 505]
- article-subheading: MACKENSEN'S ADVANCE.: [170, 1046, 278, 1055]
